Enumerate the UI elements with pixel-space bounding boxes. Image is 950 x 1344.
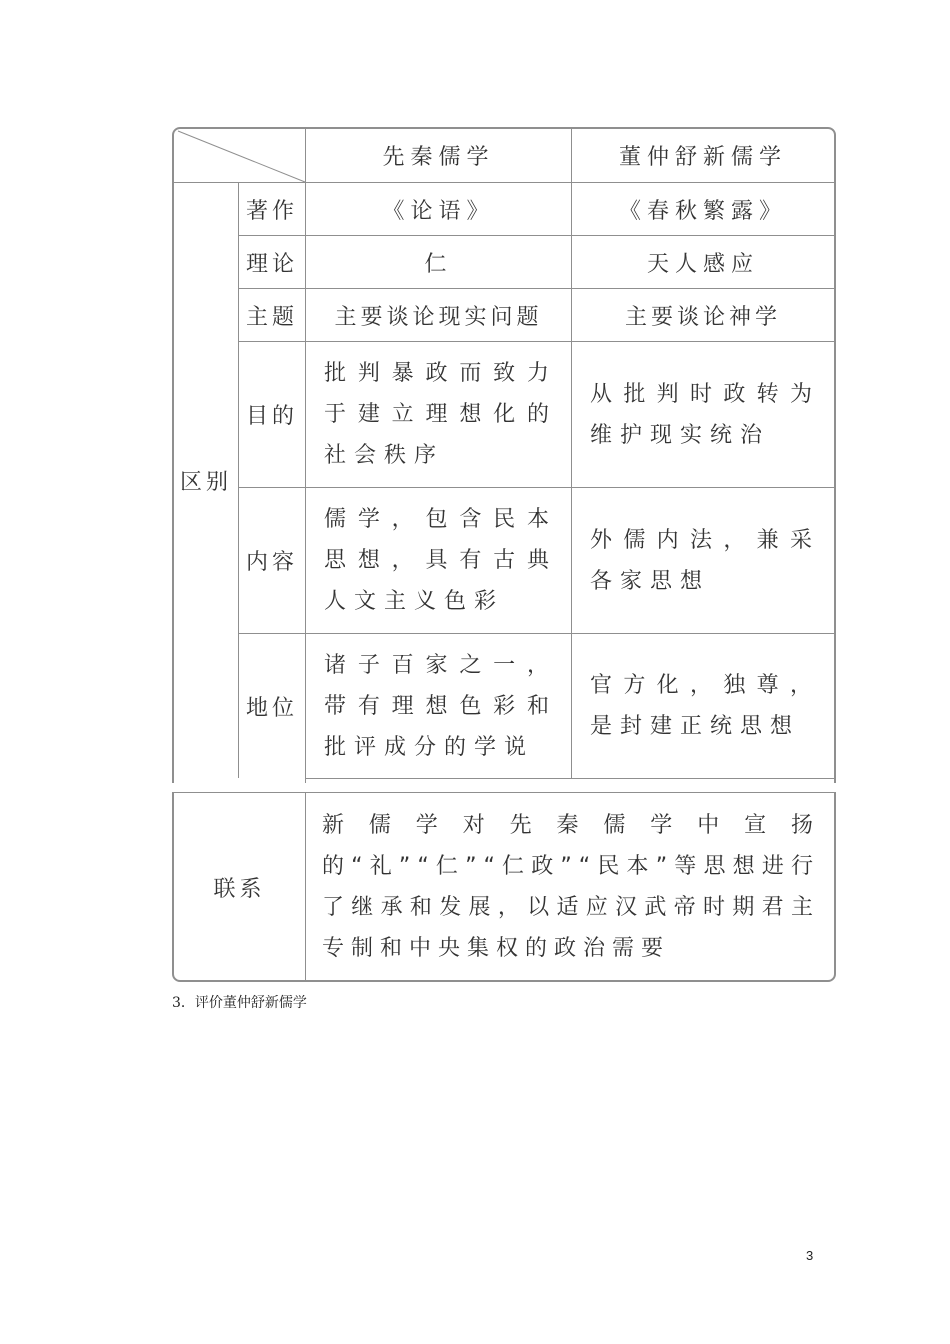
cell-dong: 《春秋繁露》 xyxy=(618,198,787,224)
cell-pre-qin: 诸子百家之一，带有理想色彩和批评成分的学说 xyxy=(324,652,557,760)
section-heading: 3．评价董仲舒新儒学 xyxy=(172,995,307,1011)
cell-pre-qin: 《论语》 xyxy=(382,198,495,224)
cell-pre-qin: 批判暴政而致力于建立理想化的社会秩序 xyxy=(324,361,557,468)
row-label: 目的 xyxy=(245,404,298,429)
relation-text: 新儒学对先秦儒学中宣扬的“礼”“仁”“仁政”“民本”等思想进行了继承和发展，以适应汉武帝时期君主专制和中央集权的政治需要 xyxy=(322,813,820,961)
row-divider xyxy=(305,778,836,779)
row-label: 著作 xyxy=(245,198,298,224)
cell-pre-qin: 主要谈论现实问题 xyxy=(334,304,543,330)
header-diagonal xyxy=(172,127,306,183)
cell-dong: 官方化，独尊，是封建正统思想 xyxy=(590,673,820,739)
cell-dong: 天人感应 xyxy=(646,251,759,277)
cell-dong: 主要谈论神学 xyxy=(624,304,781,330)
header-dong-zhongshu-new-confucianism: 董仲舒新儒学 xyxy=(618,145,787,170)
row-label: 地位 xyxy=(245,695,298,721)
cell-dong: 从批判时政转为维护现实统治 xyxy=(590,381,820,448)
relation-label: 联系 xyxy=(213,876,266,902)
row-label: 理论 xyxy=(245,251,298,277)
page-number: 3 xyxy=(806,1248,814,1263)
row-label: 主题 xyxy=(245,304,298,330)
cell-dong: 外儒内法，兼采各家思想 xyxy=(590,527,820,594)
header-pre-qin-confucianism: 先秦儒学 xyxy=(382,145,495,170)
row-label: 内容 xyxy=(245,550,298,575)
cell-pre-qin: 儒学，包含民本思想，具有古典人文主义色彩 xyxy=(324,507,557,614)
group-label-difference: 区别 xyxy=(179,470,232,495)
cell-pre-qin: 仁 xyxy=(424,251,453,277)
